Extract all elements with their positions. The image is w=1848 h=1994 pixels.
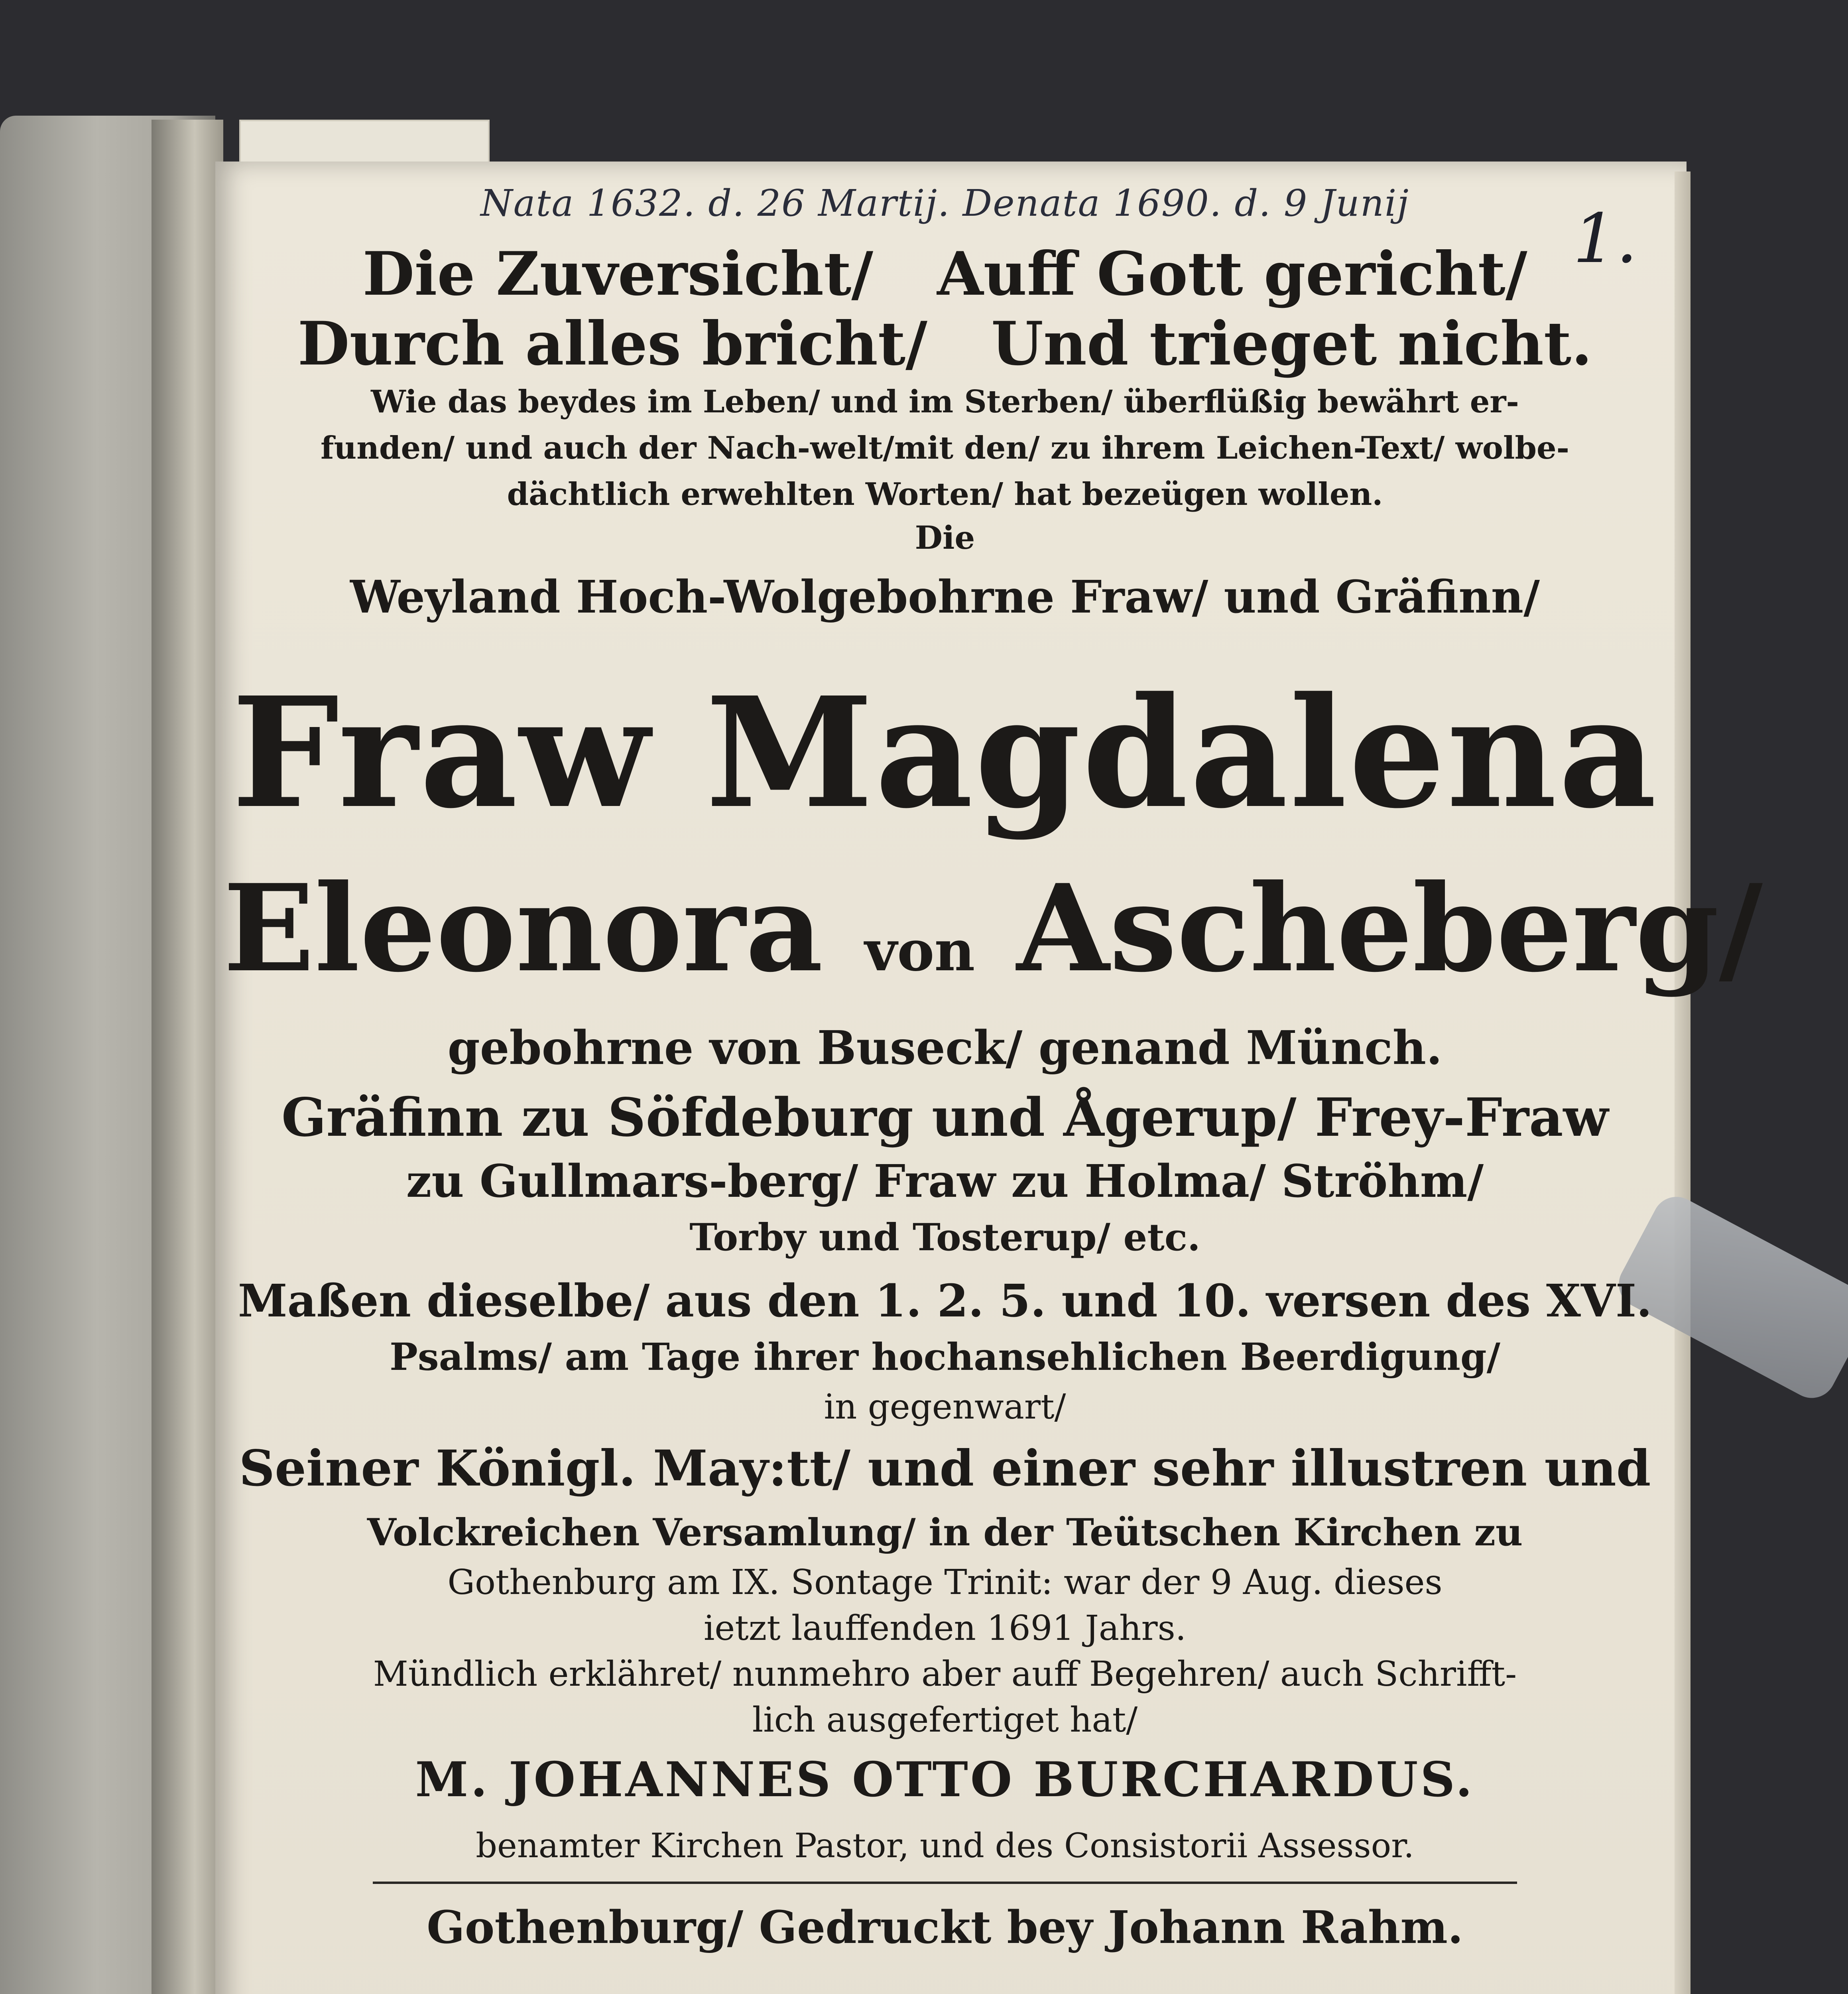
seiner-line: Seiner Königl. May:tt/ und einer sehr illustren und [239, 1440, 1651, 1497]
motto-line-2 [223, 309, 1667, 379]
name-line-1: Fraw Magdalena [231, 664, 1659, 842]
handwritten-note: Nata 1632. d. 26 Martij. Denata 1690. d. 9 Junij [480, 182, 1409, 225]
name-line-2 [223, 858, 1763, 999]
title-line: Gräfinn zu Söfdeburg und Ågerup/ Frey-Fraw [281, 1087, 1609, 1149]
name-last: Ascheberg/ [1016, 858, 1763, 999]
seiner-line: Volckreichen Versamlung/ in der Teütschen Kirchen zu [367, 1511, 1523, 1555]
author-role: benamter Kirchen Pastor, und des Consistorii Assessor. [476, 1826, 1414, 1865]
muendlich-line: Mündlich erklähret/ nunmehro aber auff Begehren/ auch Schrifft- [373, 1654, 1517, 1694]
book-edge [152, 120, 223, 1994]
title-line: Torby und Tosterup/ etc. [689, 1216, 1201, 1259]
muendlich-line: lich ausgefertiget hat/ [752, 1700, 1138, 1740]
folio-number: 1. [1573, 199, 1638, 278]
page-edge [1675, 171, 1691, 1994]
gebohrne-line: gebohrne von Buseck/ genand Münch. [447, 1021, 1443, 1075]
massen-line: Maßen dieselbe/ aus den 1. 2. 5. und 10. versen des XVI. [238, 1275, 1652, 1327]
title-page-text [223, 167, 1763, 1960]
motto-text: Auff Gott gericht/ [937, 239, 1527, 309]
motto-text: Durch alles bricht/ [297, 309, 927, 379]
massen-line: in gegenwart/ [824, 1387, 1066, 1427]
motto-line-1 [223, 239, 1667, 309]
weyland-line: Weyland Hoch-Wolgebohrne Fraw/ und Gräfinn/ [350, 571, 1540, 623]
intro-line: funden/ und auch der Nach-welt/mit den/ zu ihrem Leichen-Text/ wolbe- [320, 430, 1570, 466]
gothenburg-line: ietzt lauffenden 1691 Jahrs. [703, 1608, 1187, 1648]
gothenburg-line: Gothenburg am IX. Sontage Trinit: war der 9 Aug. dieses [447, 1562, 1443, 1602]
motto-text: Und trieget nicht. [991, 309, 1592, 379]
divider-rule [373, 1882, 1517, 1884]
massen-line: Psalms/ am Tage ihrer hochansehlichen Beerdigung/ [390, 1335, 1500, 1379]
imprint-line: Gothenburg/ Gedruckt bey Johann Rahm. [427, 1901, 1463, 1954]
title-line: zu Gullmars-berg/ Fraw zu Holma/ Ströhm/ [406, 1155, 1484, 1208]
name-first: Eleonora [223, 858, 823, 999]
name-von: von [864, 918, 975, 984]
motto-text: Die Zuversicht/ [362, 239, 874, 309]
author-name: M. JOHANNES OTTO BURCHARDUS. [415, 1752, 1475, 1808]
intro-line: dächtlich erwehlten Worten/ hat bezeügen wollen. [507, 476, 1383, 512]
intro-line: Wie das beydes im Leben/ und im Sterben/ überflüßig bewährt er- [371, 384, 1519, 420]
die-line: Die [915, 519, 975, 556]
